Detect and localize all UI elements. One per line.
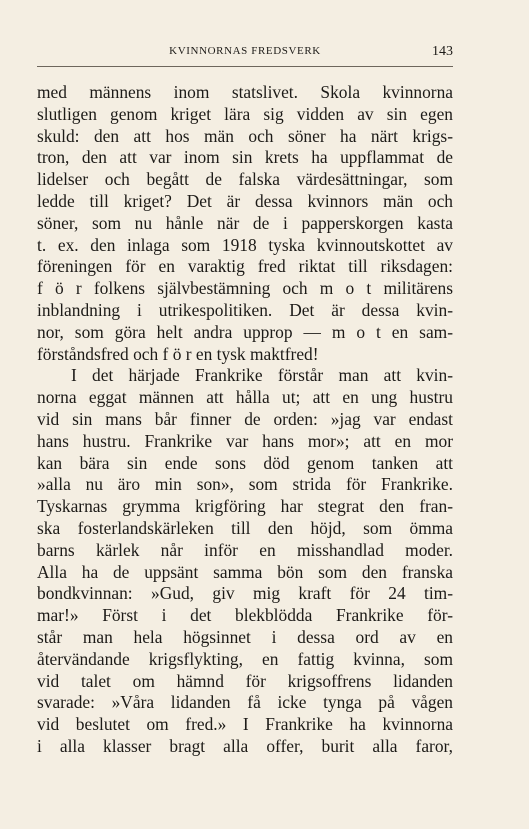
text-line: Alla ha de uppsänt samma bön som den franska [37,561,453,582]
text-line: skuld: den att hos män och söner ha närt krigs- [37,125,453,146]
text-line: vid sin mans bår finner de orden: »jag var endast [37,408,453,429]
text-line: tron, den att var inom sin krets ha uppflammat de [37,147,453,168]
text-line: nor, som göra helt andra upprop — m o t en sam- [37,321,453,342]
text-line: lidelser och begått de falska värdesättningar, som [37,169,453,190]
text-line: hans hustru. Frankrike var hans mor»; att en mor [37,430,453,451]
text-line: återvändande krigsflykting, en fattig kvinna, som [37,648,453,669]
text-line: »alla nu äro min son», som strida för Frankrike. [37,474,453,495]
text-line: föreningen för en varaktig fred riktat till riksdagen: [37,256,453,277]
text-line: söner, som nu hånle när de i papperskorgen kasta [37,212,453,233]
text-line: t. ex. den inlaga som 1918 tyska kvinnoutskottet av [37,234,453,255]
text-line: i alla klasser bragt alla offer, burit alla faror, [37,735,453,756]
text-line: bondkvinnan: »Gud, giv mig kraft för 24 tim- [37,583,453,604]
text-line: barns kärlek når inför en misshandlad moder. [37,539,453,560]
page-header [37,44,453,64]
text-line: ledde till kriget? Det är dessa kvinnors män och [37,190,453,211]
page-number: 143 [432,44,453,59]
body-text [37,82,453,758]
text-line: ska fosterlandskärleken till den höjd, som ömma [37,517,453,538]
running-head: KVINNORNAS FREDSVERK [169,45,321,57]
text-line: slutligen genom kriget lära sig vidden av sin egen [37,103,453,124]
text-line: Tyskarnas grymma krigföring har stegrat den fran- [37,496,453,517]
text-line: förståndsfred och f ö r en tysk maktfred! [37,343,319,364]
text-line: f ö r folkens självbestämning och m o t militärens [37,278,453,299]
text-line: I det härjade Frankrike förstår man att kvin- [71,365,453,386]
text-line: inblandning i utrikespolitiken. Det är dessa kvin- [37,299,453,320]
text-line: svarade: »Våra lidanden få icke tynga på vågen [37,692,453,713]
text-line: kan bära sin ende sons död genom tanken att [37,452,453,473]
header-rule [37,66,453,67]
text-line: vid talet om hämnd för krigsoffrens lidanden [37,670,453,691]
text-line: står man hela högsinnet i dessa ord av en [37,626,453,647]
text-line: mar!» Först i det blekblödda Frankrike för- [37,605,453,626]
text-line: vid beslutet om fred.» I Frankrike ha kvinnorna [37,714,453,735]
text-line: norna eggat männen att hålla ut; att en ung hustru [37,387,453,408]
text-line: med männens inom statslivet. Skola kvinnorna [37,82,453,102]
